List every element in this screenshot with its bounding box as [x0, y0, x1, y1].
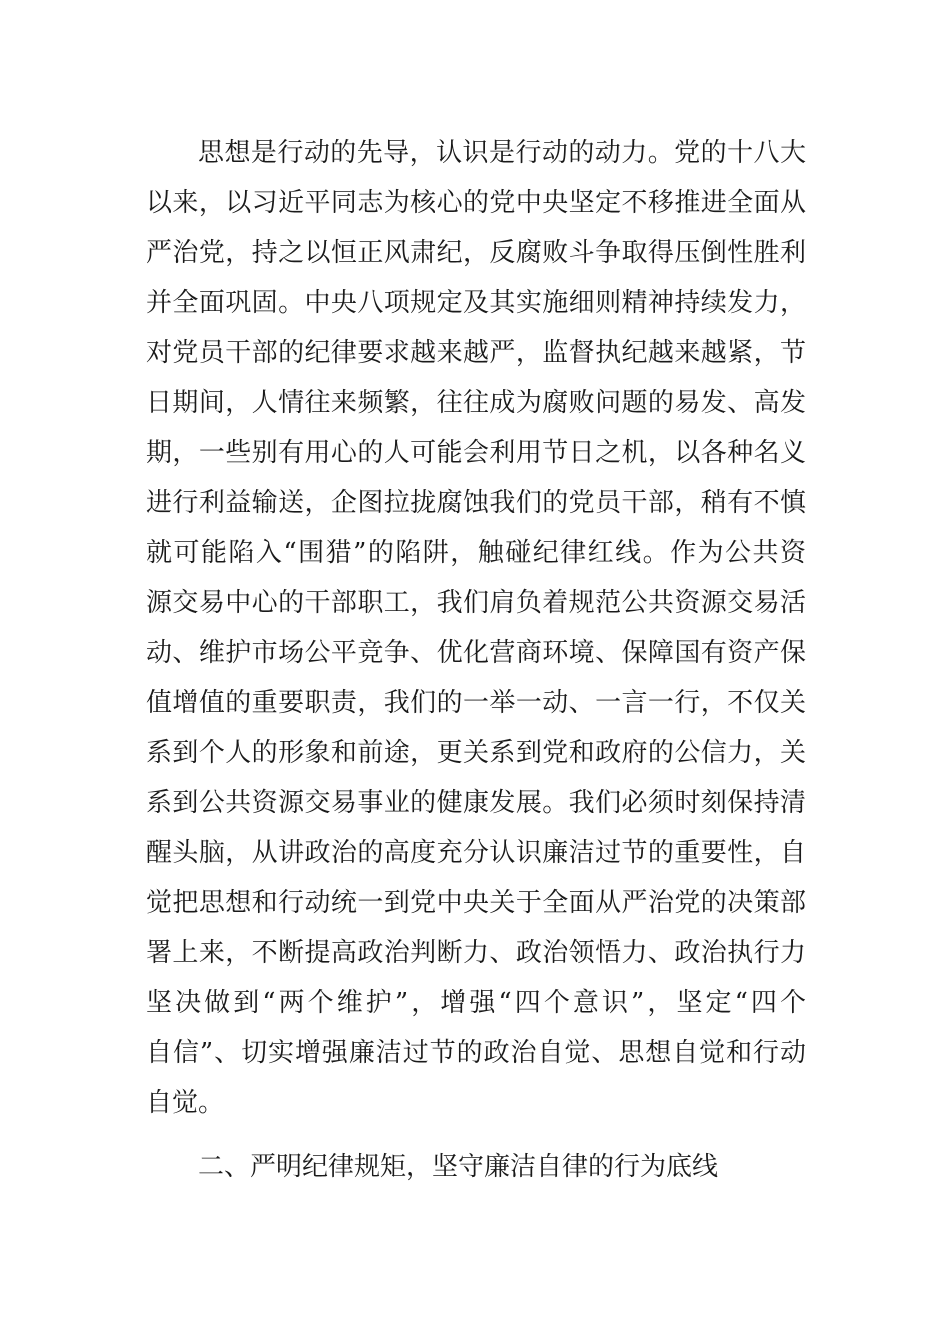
paragraph-line: 坚决做到“两个维护”，增强“四个意识”，坚定“四个	[146, 988, 806, 1018]
paragraph-line: 系到个人的形象和前途，更关系到党和政府的公信力，关	[146, 738, 806, 768]
paragraph-line: 动、维护市场公平竞争、优化营商环境、保障国有资产保	[146, 638, 806, 668]
paragraph-line: 日期间，人情往来频繁，往往成为腐败问题的易发、高发	[146, 388, 806, 418]
paragraph-line: 严治党，持之以恒正风肃纪，反腐败斗争取得压倒性胜利	[146, 238, 806, 268]
paragraph-line: 觉把思想和行动统一到党中央关于全面从严治党的决策部	[146, 888, 806, 918]
paragraph-line: 期，一些别有用心的人可能会利用节日之机，以各种名义	[146, 438, 806, 468]
paragraph-line: 署上来，不断提高政治判断力、政治领悟力、政治执行力	[146, 938, 806, 968]
section-heading: 二、严明纪律规矩，坚守廉洁自律的行为底线	[198, 1152, 719, 1182]
paragraph-line: 进行利益输送，企图拉拢腐蚀我们的党员干部，稍有不慎	[146, 488, 806, 518]
paragraph-line: 源交易中心的干部职工，我们肩负着规范公共资源交易活	[146, 588, 806, 618]
paragraph-line: 自信”、切实增强廉洁过节的政治自觉、思想自觉和行动	[146, 1038, 806, 1068]
paragraph-line: 自觉。	[146, 1088, 225, 1118]
body-paragraph	[146, 128, 806, 1128]
paragraph-line: 并全面巩固。中央八项规定及其实施细则精神持续发力，	[146, 288, 806, 318]
paragraph-line: 以来，以习近平同志为核心的党中央坚定不移推进全面从	[146, 188, 806, 218]
paragraph-line: 系到公共资源交易事业的健康发展。我们必须时刻保持清	[146, 788, 806, 818]
paragraph-line: 就可能陷入“围猎”的陷阱，触碰纪律红线。作为公共资	[146, 538, 806, 568]
paragraph-line: 值增值的重要职责，我们的一举一动、一言一行，不仅关	[146, 688, 806, 718]
paragraph-line: 对党员干部的纪律要求越来越严，监督执纪越来越紧，节	[146, 338, 806, 368]
paragraph-line: 醒头脑，从讲政治的高度充分认识廉洁过节的重要性，自	[146, 838, 806, 868]
paragraph-line: 思想是行动的先导，认识是行动的动力。党的十八大	[198, 138, 806, 168]
